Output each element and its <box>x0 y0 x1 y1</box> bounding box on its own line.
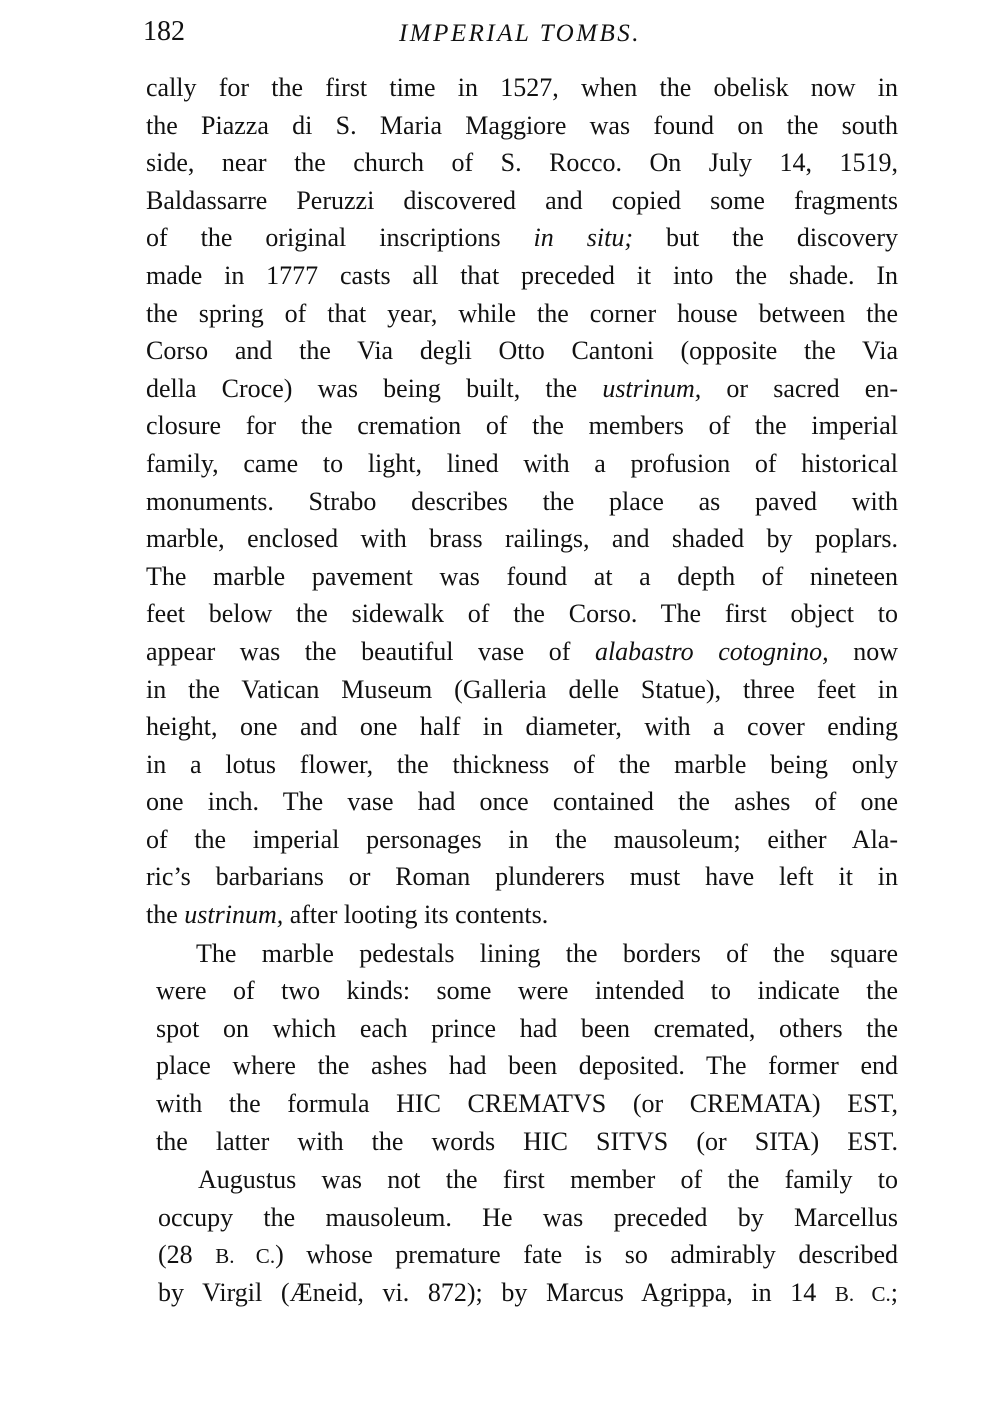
text-line: of the imperial personages in the mausoleum; either Ala- <box>146 824 898 854</box>
italic-phrase: ustrinum, <box>602 373 702 403</box>
body-text <box>146 69 898 1312</box>
text-line: monuments. Strabo describes the place as paved with <box>146 486 898 516</box>
text-line: side, near the church of S. Rocco. On July 14, 1519, <box>146 148 898 178</box>
text-line: family, came to light, lined with a profusion of historical <box>146 448 898 478</box>
text-line: one inch. The vase had once contained the ashes of one <box>146 787 898 817</box>
text-line: cally for the first time in 1527, when the obelisk now in <box>146 73 898 102</box>
paragraph <box>146 69 898 934</box>
text-line: appear was the beautiful vase of alabastro cotognino, now <box>146 636 898 666</box>
text-line: in the Vatican Museum (Galleria delle Statue), three feet in <box>146 674 898 704</box>
text-line: occupy the mausoleum. He was preceded by Marcellus <box>158 1202 898 1232</box>
text-line: marble, enclosed with brass railings, and shaded by poplars. <box>146 524 898 554</box>
text-line: Baldassarre Peruzzi discovered and copied some fragments <box>146 185 898 215</box>
small-caps: B. C. <box>834 1282 891 1306</box>
italic-phrase: ustrinum, <box>184 900 284 930</box>
text-line: with the formula HIC CREMATVS (or CREMATA) EST, <box>156 1089 898 1119</box>
text-line: feet below the sidewalk of the Corso. The first object to <box>146 599 898 629</box>
running-title: IMPERIAL TOMBS. <box>398 20 642 47</box>
text-line: ric’s barbarians or Roman plunderers must have left it in <box>146 862 898 892</box>
text-line: The marble pedestals lining the borders of the square <box>196 938 898 968</box>
text-line: by Virgil (Æneid, vi. 872); by Marcus Agrippa, in 14 B. C.; <box>158 1278 899 1307</box>
paragraph <box>158 1161 898 1311</box>
text-line: Augustus was not the first member of the family to <box>198 1165 898 1195</box>
text-line: of the original inscriptions in situ; but the discovery <box>146 223 898 253</box>
text-line: in a lotus flower, the thickness of the marble being only <box>146 749 898 779</box>
text-line: spot on which each prince had been cremated, others the <box>156 1013 898 1043</box>
text-line: the spring of that year, while the corner house between the <box>146 298 898 328</box>
text-line: height, one and one half in diameter, with a cover ending <box>146 712 898 742</box>
text-line: made in 1777 casts all that preceded it into the shade. In <box>146 260 898 290</box>
italic-phrase: in situ; <box>533 223 633 253</box>
text-line: the latter with the words HIC SITVS (or SITA) EST. <box>156 1126 898 1156</box>
text-line: (28 B. C.) whose premature fate is so admirably described <box>158 1240 898 1270</box>
text-line: were of two kinds: some were intended to indicate the <box>156 976 898 1006</box>
text-line: closure for the cremation of the members of the imperial <box>146 411 898 441</box>
text-line: place where the ashes had been deposited. The former end <box>156 1051 898 1081</box>
text-line: Corso and the Via degli Otto Cantoni (opposite the Via <box>146 336 898 366</box>
text-line: della Croce) was being built, the ustrinum, or sacred en- <box>146 373 898 403</box>
text-line: the ustrinum, after looting its contents. <box>146 900 549 930</box>
page-number: 182 <box>143 16 185 47</box>
text-line: The marble pavement was found at a depth of nineteen <box>146 561 898 591</box>
paragraph <box>156 935 898 1161</box>
small-caps: B. C. <box>215 1244 276 1269</box>
italic-phrase: alabastro cotognino, <box>594 636 829 666</box>
text-line: the Piazza di S. Maria Maggiore was found on the south <box>146 110 898 140</box>
